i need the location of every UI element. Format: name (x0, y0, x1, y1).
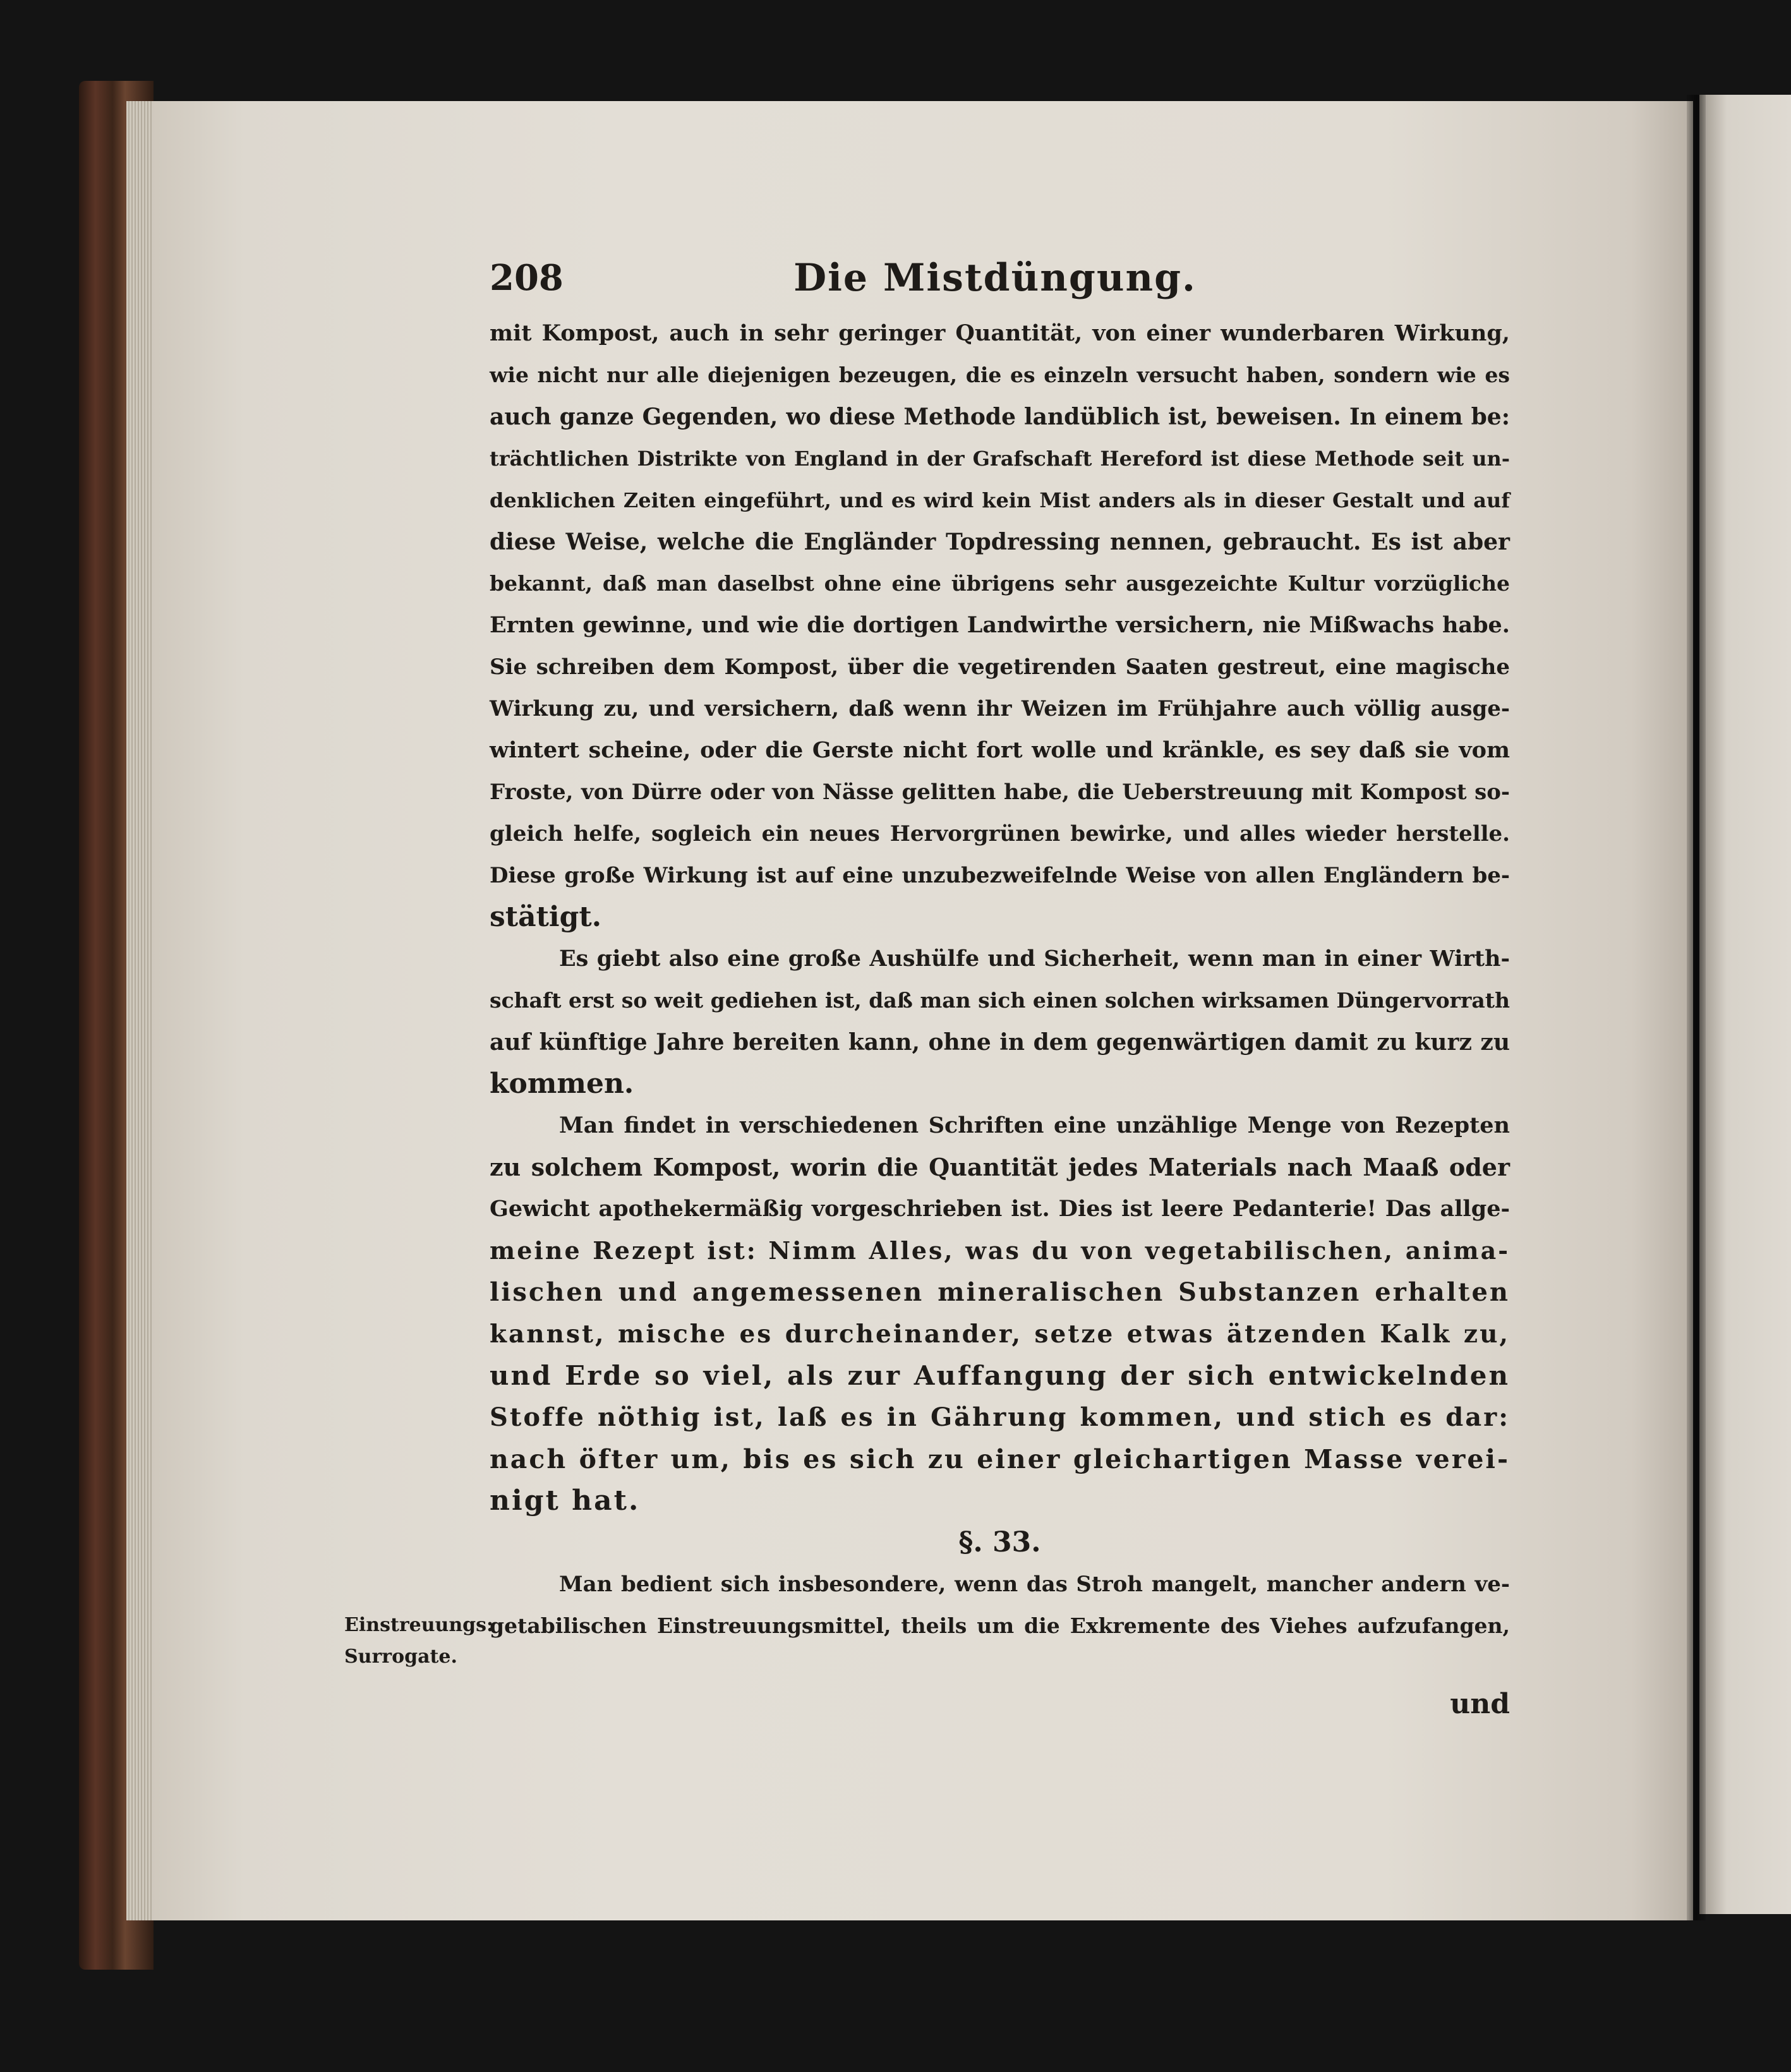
text-line: auch ganze Gegenden, wo diese Methode landüblich ist, beweisen. In einem be: (490, 404, 1510, 430)
margin-note-line: Surrogate. (344, 1646, 457, 1668)
text-line: diese Weise, welche die Engländer Topdressing nennen, gebraucht. Es ist aber (490, 529, 1510, 555)
page-number: 208 (490, 257, 564, 299)
text-line: und Erde so viel, als zur Auffangung der sich entwickelnden (490, 1360, 1510, 1391)
text-line: Diese große Wirkung ist auf eine unzubezweifelnde Weise von allen Engländern be- (490, 863, 1510, 888)
text-line: nigt hat. (490, 1485, 641, 1517)
text-line: nach öfter um, bis es sich zu einer gleichartigen Masse verei- (490, 1444, 1510, 1474)
section-heading: §. 33. (958, 1526, 1041, 1558)
text-line: lischen und angemessenen mineralischen Substanzen erhalten (490, 1277, 1510, 1307)
running-title: Die Mistdüngung. (793, 256, 1197, 300)
text-line: Froste, von Dürre oder von Nässe gelitten habe, die Ueberstreuung mit Kompost so- (490, 780, 1510, 805)
text-line: Wirkung zu, und versichern, daß wenn ihr Weizen im Frühjahre auch völlig ausge- (490, 696, 1510, 721)
text-line: Man findet in verschiedenen Schriften eine unzählige Menge von Rezepten (559, 1112, 1510, 1138)
text-line: denklichen Zeiten eingeführt, und es wird kein Mist anders als in dieser Gestalt und auf (490, 488, 1510, 512)
margin-note (344, 1610, 494, 1673)
text-line: Gewicht apothekermäßig vorgeschrieben ist. Dies ist leere Pedanterie! Das allge- (490, 1196, 1510, 1222)
text-line: zu solchem Kompost, worin die Quantität jedes Materials nach Maaß oder (490, 1153, 1510, 1181)
catchword: und (1450, 1688, 1510, 1720)
text-line: auf künftige Jahre bereiten kann, ohne in dem gegenwärtigen damit zu kurz zu (490, 1029, 1510, 1056)
text-line: Stoffe nöthig ist, laß es in Gährung kommen, und stich es dar: (490, 1402, 1510, 1432)
text-line: wie nicht nur alle diejenigen bezeugen, die es einzeln versucht haben, sondern wie es (490, 363, 1510, 387)
facing-page-edge (1699, 95, 1791, 1914)
text-line: kommen. (490, 1068, 634, 1100)
text-line: kannst, mische es durcheinander, setze etwas ätzenden Kalk zu, (490, 1320, 1510, 1349)
text-line: Sie schreiben dem Kompost, über die vegetirenden Saaten gestreut, eine magische (490, 654, 1510, 680)
text-line: trächtlichen Distrikte von England in der Grafschaft Hereford ist diese Methode seit un- (490, 447, 1510, 471)
text-line: stätigt. (490, 901, 602, 933)
text-line: schaft erst so weit gediehen ist, daß man sich einen solchen wirksamen Düngervorrath (490, 988, 1510, 1013)
margin-note-line: Einstreuungs: (344, 1614, 494, 1636)
text-line: Es giebt also eine große Aushülfe und Sicherheit, wenn man in einer Wirth- (559, 946, 1510, 972)
text-line: wintert scheine, oder die Gerste nicht fort wolle und kränkle, es sey daß sie vom (490, 737, 1510, 763)
body-text (490, 313, 1510, 1647)
text-line: bekannt, daß man daselbst ohne eine übrigens sehr ausgezeichte Kultur vorzügliche (490, 571, 1510, 596)
page-header (490, 253, 1510, 303)
text-line: Ernten gewinne, und wie die dortigen Landwirthe versichern, nie Mißwachs habe. (490, 612, 1510, 638)
text-line: getabilischen Einstreuungsmittel, theils um die Exkremente des Viehes aufzufangen, (490, 1613, 1510, 1638)
text-line: meine Rezept ist: Nimm Alles, was du von vegetabilischen, anima- (490, 1236, 1510, 1265)
text-line: Man bedient sich insbesondere, wenn das Stroh mangelt, mancher andern ve- (559, 1572, 1510, 1597)
text-line: gleich helfe, sogleich ein neues Hervorgrünen bewirke, und alles wieder herstelle. (490, 821, 1510, 846)
gutter-shadow (1687, 95, 1706, 1920)
text-line: mit Kompost, auch in sehr geringer Quantität, von einer wunderbaren Wirkung, (490, 320, 1510, 346)
